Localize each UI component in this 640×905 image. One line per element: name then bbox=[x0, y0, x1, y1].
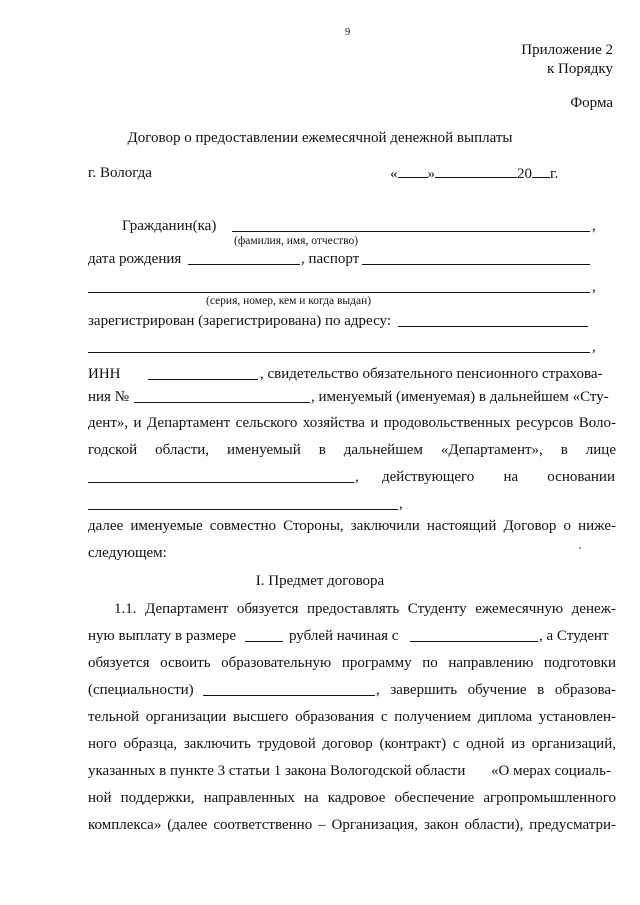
passport-hint: (серия, номер, кем и когда выдан) bbox=[206, 295, 372, 307]
date-open-quote: « bbox=[390, 166, 398, 182]
start-date-label: рублей начиная с bbox=[289, 628, 399, 644]
inn-label: ИНН bbox=[88, 366, 121, 382]
comma: , bbox=[592, 339, 596, 355]
order-reference: к Порядку bbox=[547, 61, 613, 77]
student-designation: , именуемый (именуемая) в дальнейшем «Сту- bbox=[311, 389, 609, 405]
clause-1-1: 1.1. Департамент обязуется предоставлять Студенту ежемесячную денеж- bbox=[114, 601, 616, 617]
inn-rest: , свидетельство обязательного пенсионного страхова- bbox=[260, 366, 603, 382]
section-heading: I. Предмет договора bbox=[255, 573, 385, 589]
parties-text: далее именуемые совместно Стороны, заключили настоящий Договор о ниже- bbox=[88, 518, 616, 534]
comma: , bbox=[592, 279, 596, 295]
clause-text: указанных в пункте 3 статьи 1 закона Вологодской области bbox=[88, 763, 466, 779]
clause-text: комплекса» (далее соответственно – Организация, закон области), предусматри- bbox=[88, 817, 616, 833]
citizen-label: Гражданин(ка) bbox=[122, 218, 217, 234]
basis-blank bbox=[88, 509, 398, 510]
document-title: Договор о предоставлении ежемесячной денежной выплаты bbox=[127, 130, 513, 146]
date-close-quote: » bbox=[427, 166, 435, 182]
month-blank bbox=[435, 164, 517, 178]
clause-text: ной поддержки, направленных на кадровое обеспечение агропромышленного bbox=[88, 790, 616, 806]
year-prefix: 20 bbox=[517, 166, 532, 182]
payment-amount-label: ную выплату в размере bbox=[88, 628, 237, 644]
appendix-label: Приложение 2 bbox=[521, 42, 613, 58]
address-blank bbox=[398, 326, 588, 327]
clause-text: , завершить обучение в образова- bbox=[376, 682, 616, 698]
department-text: дент», и Департамент сельского хозяйства и продовольственных ресурсов Воло- bbox=[88, 415, 616, 431]
comma: , bbox=[592, 218, 596, 234]
fio-hint: (фамилия, имя, отчество) bbox=[234, 235, 359, 247]
law-title: «О мерах социаль- bbox=[491, 763, 611, 779]
department-designation: годской области, именуемый в дальнейшем «Департамент», в лице bbox=[88, 442, 616, 458]
day-blank bbox=[398, 164, 428, 178]
birth-label: дата рождения bbox=[88, 251, 182, 267]
clause-text: ного образца, заключить трудовой договор (контракт) с одной из организаций, bbox=[88, 736, 616, 752]
date-field bbox=[390, 164, 558, 183]
specialty-blank bbox=[203, 695, 375, 696]
address-blank-2 bbox=[88, 352, 590, 353]
acting-basis: действующего на основании bbox=[382, 469, 615, 485]
passport-blank bbox=[362, 264, 590, 265]
clause-text: тельной организации высшего образования с получением диплома установлен- bbox=[88, 709, 616, 725]
specialty-label: (специальности) bbox=[88, 682, 194, 698]
passport-blank-2 bbox=[88, 292, 590, 293]
student-obligation: , а Студент bbox=[539, 628, 609, 644]
parties-text-end: следующем: bbox=[88, 545, 167, 561]
scan-speck bbox=[579, 547, 581, 549]
clause-text: обязуется освоить образовательную программу по направлению подготовки bbox=[88, 655, 616, 671]
year-suffix: г. bbox=[550, 166, 559, 182]
snils-label: ния № bbox=[88, 389, 130, 405]
page-number: 9 bbox=[345, 27, 351, 38]
fio-blank bbox=[232, 231, 590, 232]
year-blank bbox=[532, 164, 550, 178]
start-date-blank bbox=[410, 641, 538, 642]
comma: , bbox=[399, 496, 403, 512]
amount-blank bbox=[245, 641, 283, 642]
comma: , bbox=[355, 469, 359, 485]
place-label: г. Вологда bbox=[88, 165, 152, 181]
representative-blank bbox=[88, 482, 354, 483]
inn-blank bbox=[148, 379, 258, 380]
birth-blank bbox=[188, 264, 300, 265]
registered-label: зарегистрирован (зарегистрирована) по адресу: bbox=[88, 313, 392, 329]
passport-label: , паспорт bbox=[301, 251, 360, 267]
form-label: Форма bbox=[570, 95, 613, 111]
snils-blank bbox=[134, 402, 310, 403]
